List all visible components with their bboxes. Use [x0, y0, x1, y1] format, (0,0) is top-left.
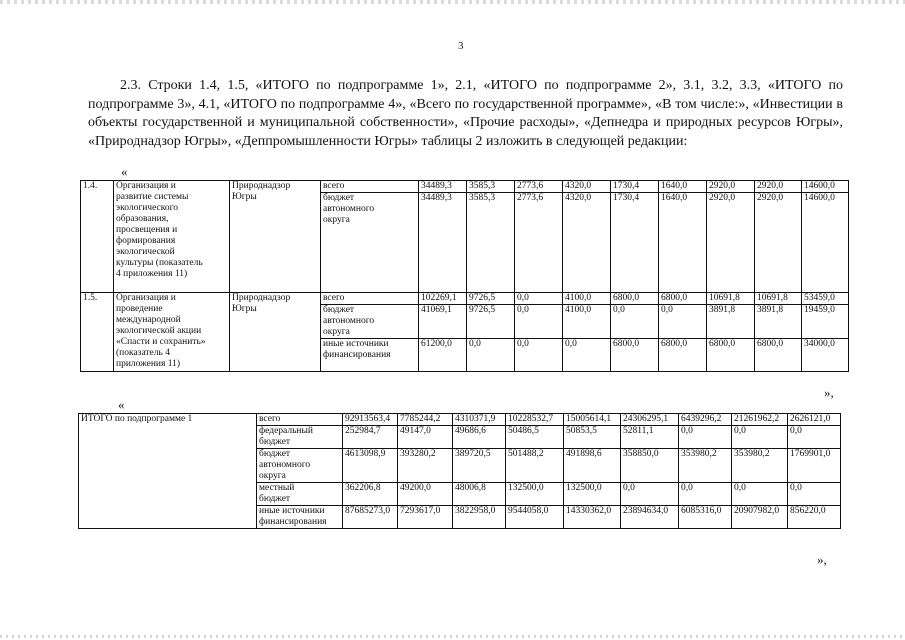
cell-value: 14600,0 [802, 181, 849, 193]
cell-value: 6439296,2 [679, 414, 732, 426]
cell-value: 1640,0 [659, 181, 707, 193]
cell-value: 856220,0 [788, 506, 841, 529]
cell-value: 353980,2 [679, 449, 732, 483]
cell-value: 2920,0 [755, 193, 802, 293]
cell-value: 6800,0 [611, 339, 659, 372]
cell-value: 6800,0 [755, 339, 802, 372]
cell-value: 0,0 [467, 339, 515, 372]
cell-value: 21261962,2 [732, 414, 788, 426]
cell-value: 0,0 [659, 305, 707, 339]
source-label: бюджет автономного округа [257, 449, 343, 483]
table-rows-1-4-1-5 [80, 180, 849, 372]
cell-value: 41069,1 [419, 305, 467, 339]
cell-value: 9726,5 [467, 305, 515, 339]
cell-value: 3891,8 [707, 305, 755, 339]
cell-value: 87685273,0 [343, 506, 398, 529]
cell-value: 14330362,0 [564, 506, 621, 529]
cell-value: 9544058,0 [506, 506, 564, 529]
cell-value: 7785244,2 [398, 414, 453, 426]
cell-value: 10228532,7 [506, 414, 564, 426]
cell-value: 1730,4 [611, 181, 659, 193]
cell-value: 4100,0 [563, 305, 611, 339]
cell-value: 132500,0 [506, 483, 564, 506]
cell-value: 19459,0 [802, 305, 849, 339]
cell-value: 4310371,9 [453, 414, 506, 426]
close-quote-2: », [817, 552, 827, 567]
cell-value: 102269,1 [419, 293, 467, 305]
cell-value: 15005614,1 [564, 414, 621, 426]
cell-value: 49147,0 [398, 426, 453, 449]
cell-value: 491898,6 [564, 449, 621, 483]
source-label: иные источники финансирования [257, 506, 343, 529]
cell-value: 4613098,9 [343, 449, 398, 483]
source-label: всего [257, 414, 343, 426]
row-number: 1.5. [81, 293, 114, 372]
cell-value: 1769901,0 [788, 449, 841, 483]
cell-value: 9726,5 [467, 293, 515, 305]
cell-value: 1640,0 [659, 193, 707, 293]
table-row [81, 293, 849, 305]
cell-value: 0,0 [732, 483, 788, 506]
activity-name: Организация и развитие системы экологического образования, просвещения и формирования экологической культуры (показатель 4 приложения 11) [114, 181, 230, 293]
table-row [81, 181, 849, 193]
source-label: федеральный бюджет [257, 426, 343, 449]
cell-value: 0,0 [679, 426, 732, 449]
cell-value: 3585,3 [467, 193, 515, 293]
source-label: местный бюджет [257, 483, 343, 506]
cell-value: 14600,0 [802, 193, 849, 293]
amendment-paragraph: 2.3. Строки 1.4, 1.5, «ИТОГО по подпрограмме 1», 2.1, «ИТОГО по подпрограмме 2», 3.1, 3.2, 3.3, «ИТОГО по подпрограмме 3», 4.1, «ИТОГО по подпрограмме 4», «Всего по государственной программе», «В том числе:», «Инвестиции в объекты государственной и муниципальной собственности», «Прочие расходы», «Депнедра и природных ресурсов Югры», «Природнадзор Югры», «Деппромышленности Югры» таблицы 2 изложить в следующей редакции: [88, 78, 843, 149]
cell-value: 10691,8 [755, 293, 802, 305]
subprogram-total-title: ИТОГО по подпрограмме 1 [79, 414, 257, 529]
scan-edge-top [0, 0, 905, 4]
cell-value: 501488,2 [506, 449, 564, 483]
cell-value: 24306295,1 [621, 414, 679, 426]
cell-value: 0,0 [515, 305, 563, 339]
cell-value: 6800,0 [611, 293, 659, 305]
cell-value: 4100,0 [563, 293, 611, 305]
source-label: иные источники финансирования [321, 339, 419, 372]
cell-value: 252984,7 [343, 426, 398, 449]
cell-value: 61200,0 [419, 339, 467, 372]
cell-value: 2920,0 [707, 193, 755, 293]
cell-value: 0,0 [611, 305, 659, 339]
cell-value: 0,0 [563, 339, 611, 372]
cell-value: 6085316,0 [679, 506, 732, 529]
executor: Природнадзор Югры [230, 181, 321, 293]
cell-value: 50486,5 [506, 426, 564, 449]
cell-value: 362206,8 [343, 483, 398, 506]
cell-value: 20907982,0 [732, 506, 788, 529]
close-quote-1: », [824, 385, 834, 400]
cell-value: 34489,3 [419, 193, 467, 293]
cell-value: 10691,8 [707, 293, 755, 305]
cell-value: 389720,5 [453, 449, 506, 483]
cell-value: 48006,8 [453, 483, 506, 506]
cell-value: 4320,0 [563, 181, 611, 193]
cell-value: 34000,0 [802, 339, 849, 372]
cell-value: 52811,1 [621, 426, 679, 449]
source-label: всего [321, 181, 419, 193]
cell-value: 0,0 [732, 426, 788, 449]
cell-value: 0,0 [788, 426, 841, 449]
cell-value: 7293617,0 [398, 506, 453, 529]
table-row [79, 414, 841, 426]
cell-value: 0,0 [621, 483, 679, 506]
open-quote-2: « [118, 397, 125, 412]
cell-value: 49200,0 [398, 483, 453, 506]
cell-value: 2920,0 [755, 181, 802, 193]
cell-value: 49686,6 [453, 426, 506, 449]
executor: Природнадзор Югры [230, 293, 321, 372]
open-quote-1: « [121, 164, 128, 179]
cell-value: 3891,8 [755, 305, 802, 339]
cell-value: 2773,6 [515, 181, 563, 193]
cell-value: 50853,5 [564, 426, 621, 449]
cell-value: 358850,0 [621, 449, 679, 483]
cell-value: 0,0 [679, 483, 732, 506]
table-subprogram-1-total [78, 413, 841, 529]
cell-value: 0,0 [515, 293, 563, 305]
cell-value: 132500,0 [564, 483, 621, 506]
cell-value: 6800,0 [659, 339, 707, 372]
row-number: 1.4. [81, 181, 114, 293]
activity-name: Организация и проведение международной экологической акции «Спасти и сохранить» (показатель 4 приложения 11) [114, 293, 230, 372]
source-label: всего [321, 293, 419, 305]
cell-value: 3822958,0 [453, 506, 506, 529]
cell-value: 4320,0 [563, 193, 611, 293]
cell-value: 2626121,0 [788, 414, 841, 426]
cell-value: 6800,0 [659, 293, 707, 305]
cell-value: 6800,0 [707, 339, 755, 372]
page-number: 3 [458, 40, 464, 52]
cell-value: 2920,0 [707, 181, 755, 193]
cell-value: 34489,3 [419, 181, 467, 193]
cell-value: 23894634,0 [621, 506, 679, 529]
source-label: бюджет автономного округа [321, 305, 419, 339]
cell-value: 1730,4 [611, 193, 659, 293]
cell-value: 0,0 [515, 339, 563, 372]
cell-value: 3585,3 [467, 181, 515, 193]
cell-value: 92913563,4 [343, 414, 398, 426]
scan-edge-bottom [0, 635, 905, 638]
cell-value: 2773,6 [515, 193, 563, 293]
cell-value: 393280,2 [398, 449, 453, 483]
cell-value: 0,0 [788, 483, 841, 506]
source-label: бюджет автономного округа [321, 193, 419, 293]
cell-value: 353980,2 [732, 449, 788, 483]
cell-value: 53459,0 [802, 293, 849, 305]
